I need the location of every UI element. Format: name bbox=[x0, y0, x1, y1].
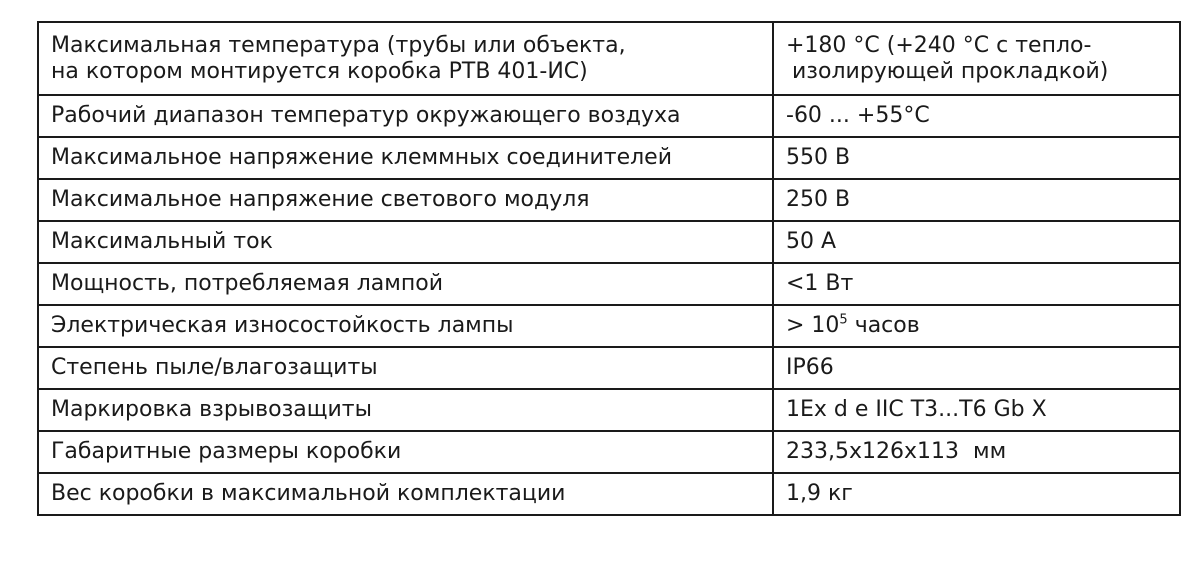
specifications-table bbox=[37, 21, 1181, 516]
table-row bbox=[38, 347, 1180, 389]
value-text: изолирующей прокладкой) bbox=[792, 58, 1109, 84]
table-row bbox=[38, 431, 1180, 473]
param-cell: Рабочий диапазон температур окружающего воздуха bbox=[38, 95, 773, 137]
value-cell: 233,5х126х113 мм bbox=[773, 431, 1180, 473]
value-cell bbox=[773, 22, 1180, 95]
value-cell: IP66 bbox=[773, 347, 1180, 389]
value-prefix: > 10 bbox=[786, 313, 840, 338]
table-row bbox=[38, 95, 1180, 137]
param-text: Максимальная температура (трубы или объекта, bbox=[51, 32, 626, 58]
param-cell: Степень пыле/влагозащиты bbox=[38, 347, 773, 389]
param-cell: Вес коробки в максимальной комплектации bbox=[38, 473, 773, 515]
table-row bbox=[38, 221, 1180, 263]
value-cell bbox=[773, 305, 1180, 347]
table-row bbox=[38, 263, 1180, 305]
value-cell: 1Ex d e IIC T3...T6 Gb X bbox=[773, 389, 1180, 431]
param-cell: Электрическая износостойкость лампы bbox=[38, 305, 773, 347]
param-cell: Максимальное напряжение клеммных соединителей bbox=[38, 137, 773, 179]
param-cell: Максимальный ток bbox=[38, 221, 773, 263]
param-cell: Мощность, потребляемая лампой bbox=[38, 263, 773, 305]
table-row bbox=[38, 22, 1180, 95]
value-text: +180 °C (+240 °C с тепло- bbox=[786, 32, 1092, 58]
value-cell: 250 В bbox=[773, 179, 1180, 221]
param-cell: Габаритные размеры коробки bbox=[38, 431, 773, 473]
table-row bbox=[38, 179, 1180, 221]
param-cell bbox=[38, 22, 773, 95]
value-cell: -60 ... +55°C bbox=[773, 95, 1180, 137]
table-row bbox=[38, 473, 1180, 515]
value-cell: 1,9 кг bbox=[773, 473, 1180, 515]
param-text: на котором монтируется коробка РТВ 401-ИС) bbox=[51, 58, 588, 84]
table-row bbox=[38, 137, 1180, 179]
value-cell: 550 В bbox=[773, 137, 1180, 179]
value-suffix: часов bbox=[847, 313, 920, 338]
table-row bbox=[38, 389, 1180, 431]
value-exponent: 5 bbox=[839, 312, 848, 328]
param-cell: Маркировка взрывозащиты bbox=[38, 389, 773, 431]
value-cell: 50 А bbox=[773, 221, 1180, 263]
value-cell: <1 Вт bbox=[773, 263, 1180, 305]
table-row bbox=[38, 305, 1180, 347]
param-cell: Максимальное напряжение светового модуля bbox=[38, 179, 773, 221]
